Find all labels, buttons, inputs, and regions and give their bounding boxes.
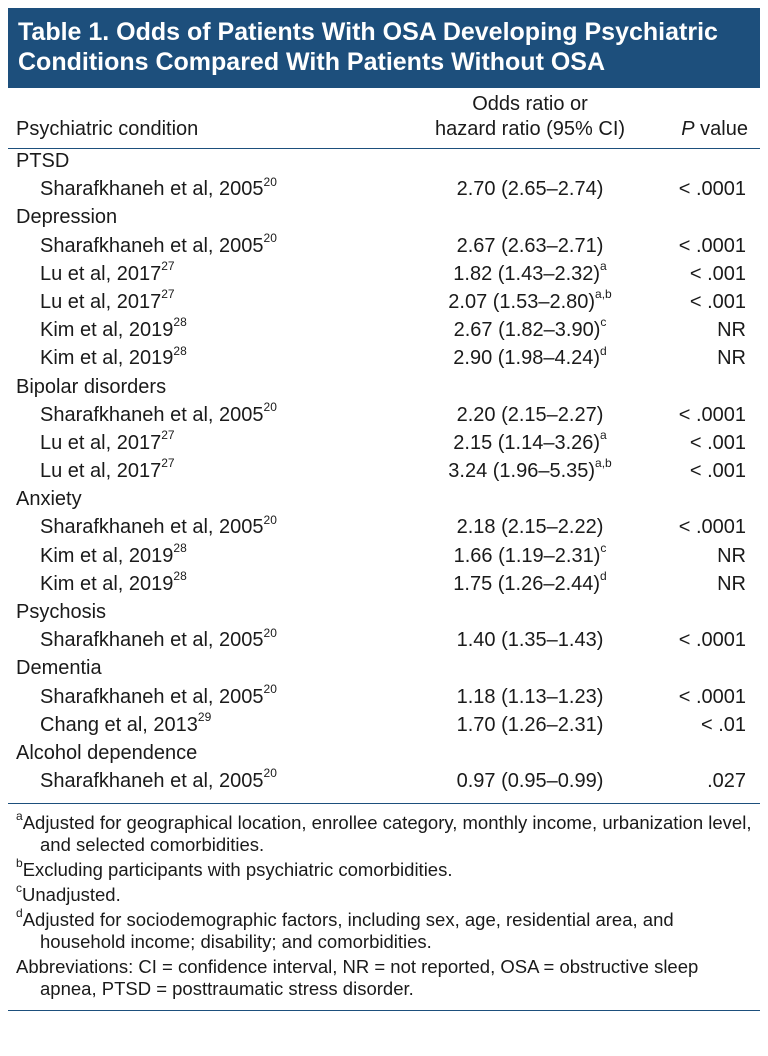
table-row <box>8 769 760 804</box>
reference-number: 20 <box>263 400 277 415</box>
study-cell <box>8 625 395 656</box>
ratio-value: 2.18 (2.15–2.22) <box>456 516 604 539</box>
footnote-text: Adjusted for sociodemographic factors, including sex, age, residential area, and household income; disability; and comorbidities. <box>22 909 674 953</box>
table-row <box>8 515 760 543</box>
footnote-marker: a,b <box>595 456 612 471</box>
p-value-cell: < .001 <box>689 290 746 313</box>
group-row <box>8 600 760 628</box>
footnote <box>16 808 752 856</box>
condition-label: Psychosis <box>16 601 107 623</box>
p-value-cell: < .0001 <box>678 685 746 708</box>
ratio-cell <box>395 343 665 374</box>
ratio-value: 1.40 (1.35–1.43) <box>456 629 604 652</box>
study-cell <box>8 315 395 346</box>
study-name: Lu et al, 2017 <box>40 290 162 313</box>
study-cell <box>8 428 395 459</box>
study-name: Sharafkhaneh et al, 2005 <box>40 403 264 426</box>
study-cell <box>8 259 395 290</box>
ratio-value: 1.82 (1.43–2.32) <box>453 262 601 285</box>
ratio-cell <box>395 234 665 262</box>
reference-number: 28 <box>173 343 187 358</box>
p-value-cell: < .01 <box>700 713 746 736</box>
p-value-cell: NR <box>717 572 746 595</box>
table-row <box>8 713 760 741</box>
footnote-mark: c <box>16 880 22 895</box>
group-row <box>8 656 760 684</box>
footnote-text: Excluding participants with psychiatric comorbidities. <box>22 859 453 881</box>
study-name: Kim et al, 2019 <box>40 319 174 342</box>
study-cell <box>8 456 395 487</box>
footnote <box>16 880 752 906</box>
ratio-value: 2.07 (1.53–2.80) <box>448 290 596 313</box>
condition-label: PTSD <box>16 150 70 172</box>
p-value-cell: NR <box>717 319 746 342</box>
footnote <box>16 855 752 881</box>
ratio-cell <box>395 769 665 804</box>
ratio-cell <box>395 315 665 346</box>
p-value-cell: NR <box>717 544 746 567</box>
ratio-value: 1.18 (1.13–1.23) <box>456 685 604 708</box>
ratio-cell <box>395 287 665 318</box>
study-name: Sharafkhaneh et al, 2005 <box>40 178 264 201</box>
table-row <box>8 685 760 713</box>
footnote-marker: c <box>600 540 607 555</box>
footnote-marker: d <box>600 343 607 358</box>
table-row <box>8 262 760 290</box>
ratio-value: 1.75 (1.26–2.44) <box>453 572 601 595</box>
footnote-mark: a <box>16 808 23 823</box>
p-value-cell: < .0001 <box>678 516 746 539</box>
footnote-mark: d <box>16 905 23 920</box>
reference-number: 28 <box>173 540 187 555</box>
condition-label: Depression <box>16 206 118 229</box>
p-value-word: value <box>694 118 748 140</box>
study-cell <box>8 540 395 572</box>
column-header-ratio-line2: hazard ratio (95% CI) <box>434 118 626 140</box>
table-header <box>8 88 760 149</box>
table-row <box>8 177 760 205</box>
study-name: Lu et al, 2017 <box>40 431 162 454</box>
ratio-cell <box>395 403 665 431</box>
study-name: Kim et al, 2019 <box>40 572 174 595</box>
footnote <box>16 956 752 1000</box>
table-row <box>8 431 760 459</box>
ratio-cell <box>395 177 665 205</box>
column-header-ratio-line1: Odds ratio or <box>472 93 588 115</box>
ratio-cell <box>395 540 665 572</box>
table-row <box>8 628 760 656</box>
footnote-text: Abbreviations: CI = confidence interval, NR = not reported, OSA = obstructive sleep apnea, PTSD = posttraumatic stress disorder. <box>16 956 699 1000</box>
column-header-ratio <box>395 88 665 149</box>
study-cell <box>8 766 395 804</box>
p-value-cell: < .001 <box>689 431 746 454</box>
study-cell <box>8 710 395 741</box>
study-name: Kim et al, 2019 <box>40 544 174 567</box>
ratio-value: 2.90 (1.98–4.24) <box>453 347 601 370</box>
table-document <box>8 8 760 1011</box>
p-value-cell: < .001 <box>689 262 746 285</box>
table-row <box>8 318 760 346</box>
study-cell <box>8 569 395 600</box>
data-table <box>8 88 760 804</box>
study-cell <box>8 512 395 543</box>
p-value-cell: < .001 <box>689 460 746 483</box>
reference-number: 20 <box>263 230 277 245</box>
group-row <box>8 205 760 233</box>
study-cell <box>8 681 395 713</box>
reference-number: 27 <box>161 428 175 443</box>
study-name: Kim et al, 2019 <box>40 347 174 370</box>
table-row <box>8 234 760 262</box>
table-row <box>8 403 760 431</box>
header-row <box>8 88 760 149</box>
p-value-cell: < .0001 <box>678 629 746 652</box>
column-header-p-value <box>665 88 760 149</box>
reference-number: 28 <box>173 569 187 584</box>
study-name: Sharafkhaneh et al, 2005 <box>40 516 264 539</box>
footnote-marker: d <box>600 569 607 584</box>
ratio-value: 2.67 (1.82–3.90) <box>453 319 601 342</box>
table-row <box>8 544 760 572</box>
study-cell <box>8 230 395 262</box>
group-row <box>8 149 760 178</box>
table-title: Table 1. Odds of Patients With OSA Developing Psychiatric Conditions Compared With Patients Without OSA <box>8 8 760 88</box>
ratio-value: 0.97 (0.95–0.99) <box>456 770 604 793</box>
study-cell <box>8 400 395 431</box>
ratio-value: 2.20 (2.15–2.27) <box>456 403 604 426</box>
ratio-value: 2.70 (2.65–2.74) <box>456 178 604 201</box>
table-row <box>8 346 760 374</box>
study-name: Sharafkhaneh et al, 2005 <box>40 234 264 257</box>
study-name: Lu et al, 2017 <box>40 262 162 285</box>
group-row <box>8 487 760 515</box>
bottom-rule <box>8 1010 760 1011</box>
ratio-cell <box>395 628 665 656</box>
table-row <box>8 459 760 487</box>
footnote <box>16 905 752 953</box>
p-value-cell: < .0001 <box>678 403 746 426</box>
p-value-cell: NR <box>717 347 746 370</box>
p-value-cell: < .0001 <box>678 178 746 201</box>
study-name: Chang et al, 2013 <box>40 713 198 736</box>
footnote-marker: c <box>600 315 607 330</box>
ratio-cell <box>395 713 665 741</box>
column-header-condition: Psychiatric condition <box>16 118 199 140</box>
footnote-marker: a <box>600 428 607 443</box>
ratio-value: 1.70 (1.26–2.31) <box>456 713 604 736</box>
reference-number: 20 <box>263 766 277 781</box>
ratio-cell <box>395 569 665 600</box>
study-name: Sharafkhaneh et al, 2005 <box>40 770 264 793</box>
study-name: Sharafkhaneh et al, 2005 <box>40 685 264 708</box>
ratio-value: 1.66 (1.19–2.31) <box>453 544 601 567</box>
ratio-value: 2.15 (1.14–3.26) <box>453 431 601 454</box>
condition-label: Dementia <box>16 657 102 680</box>
footnote-marker: a <box>600 259 607 274</box>
reference-number: 28 <box>173 315 187 330</box>
condition-label: Bipolar disorders <box>16 375 167 398</box>
ratio-cell <box>395 685 665 713</box>
reference-number: 27 <box>161 456 175 471</box>
footnote-text: Adjusted for geographical location, enrollee category, monthly income, urbanization level, and selected comorbidities. <box>22 812 752 856</box>
ratio-cell <box>395 515 665 543</box>
ratio-cell <box>395 259 665 290</box>
reference-number: 27 <box>161 259 175 274</box>
ratio-value: 2.67 (2.63–2.71) <box>456 234 604 257</box>
group-row <box>8 741 760 769</box>
table-row <box>8 290 760 318</box>
reference-number: 27 <box>161 287 175 302</box>
ratio-cell <box>395 428 665 459</box>
study-cell <box>8 343 395 374</box>
study-cell <box>8 174 395 205</box>
condition-label: Anxiety <box>16 488 82 511</box>
study-cell <box>8 287 395 318</box>
footnote-text: Unadjusted. <box>22 884 121 906</box>
reference-number: 29 <box>197 710 212 725</box>
ratio-cell <box>395 456 665 487</box>
footnote-mark: b <box>16 855 23 870</box>
table-body <box>8 149 760 804</box>
footnote-marker: a,b <box>595 287 612 302</box>
p-value-cell: .027 <box>707 770 746 793</box>
p-value-cell: < .0001 <box>678 234 746 257</box>
footnotes <box>8 804 760 1000</box>
reference-number: 20 <box>263 512 277 527</box>
p-italic: P <box>681 118 695 140</box>
reference-number: 20 <box>263 174 277 189</box>
condition-label: Alcohol dependence <box>16 741 198 764</box>
reference-number: 20 <box>263 625 277 640</box>
group-row <box>8 375 760 403</box>
table-row <box>8 572 760 600</box>
study-name: Sharafkhaneh et al, 2005 <box>40 629 264 652</box>
study-name: Lu et al, 2017 <box>40 460 162 483</box>
reference-number: 20 <box>263 681 277 696</box>
ratio-value: 3.24 (1.96–5.35) <box>448 460 596 483</box>
